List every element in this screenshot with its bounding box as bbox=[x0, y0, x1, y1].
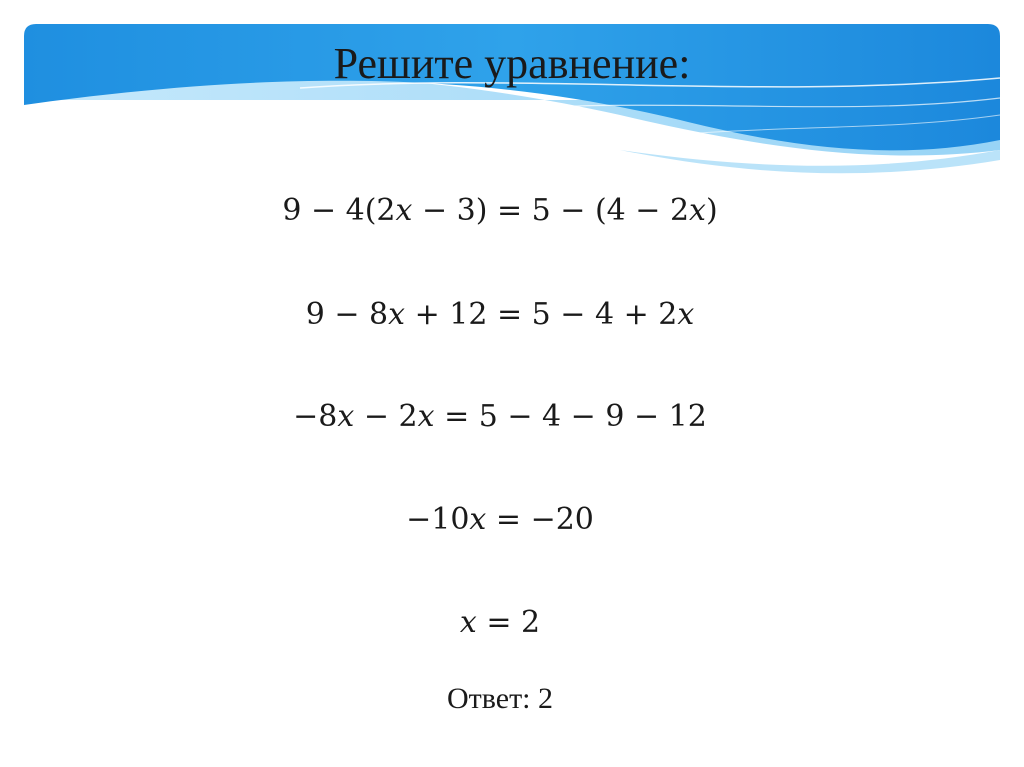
slide-title: Решите уравнение: bbox=[333, 39, 691, 88]
equation-step-2: 9 − 8𝑥 + 12 = 5 − 4 + 2𝑥 bbox=[305, 297, 695, 332]
equation-step-5: 𝑥 = 2 bbox=[459, 605, 541, 640]
header-wave-decoration bbox=[0, 0, 1024, 200]
answer-text: Ответ: 2 bbox=[446, 682, 554, 715]
equation-step-4: −10𝑥 = −20 bbox=[406, 502, 594, 537]
equation-step-1: 9 − 4(2𝑥 − 3) = 5 − (4 − 2𝑥) bbox=[282, 193, 718, 228]
equation-step-3: −8𝑥 − 2𝑥 = 5 − 4 − 9 − 12 bbox=[293, 399, 707, 434]
